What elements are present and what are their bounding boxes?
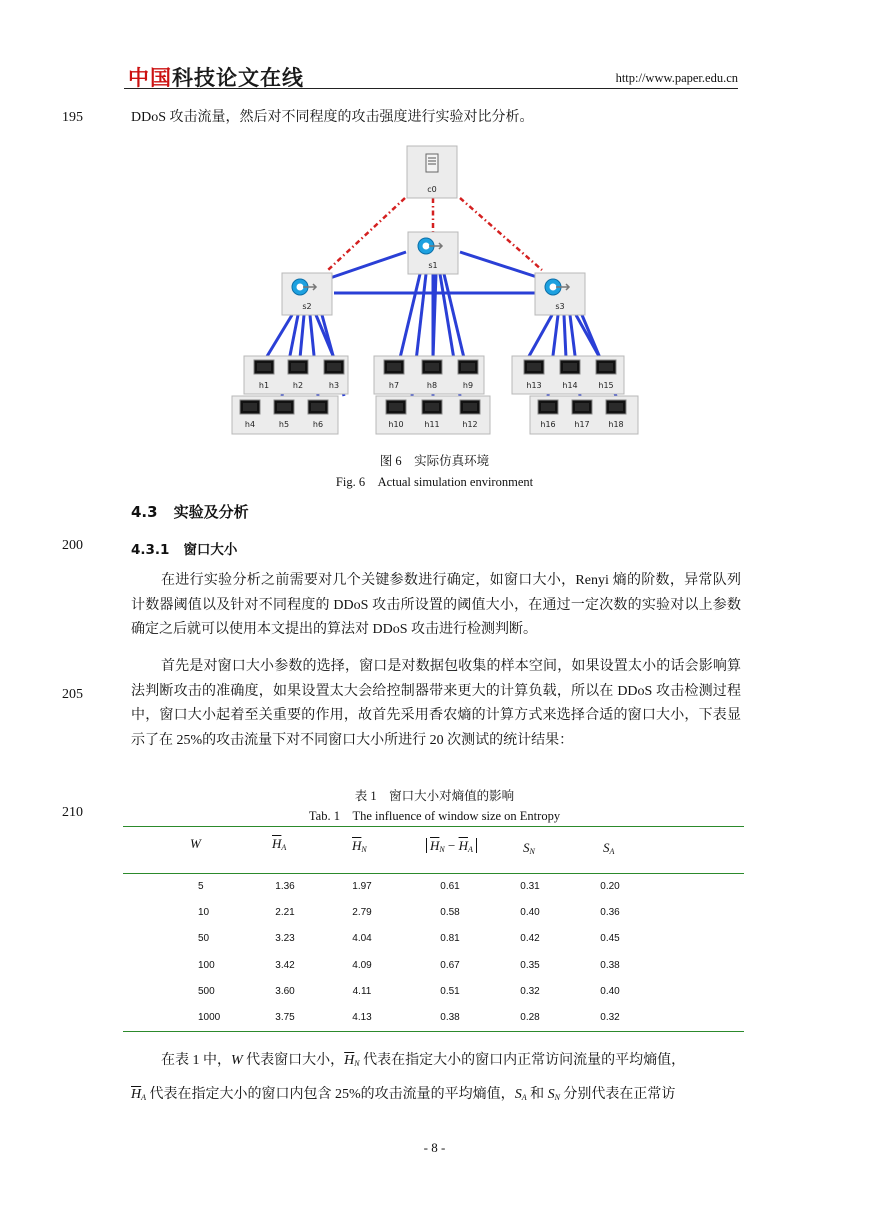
paragraph-2: 首先是对窗口大小参数的选择，窗口是对数据包收集的样本空间，如果设置太小的话会影响算法判断攻击的准确度，如果设置太大会给控制器带来更大的计算负载，所以在 DDoS 攻击检测过程中，窗口大小起着至关重要的作用，故首先采用香农熵的计算方式来选择合适的窗口大小，下表显示了在 25%的攻击流量下对不同窗口大小所进行 20 次测试的统计结果： (131, 659, 741, 749)
col-header-w: W (190, 836, 201, 851)
cell-w: 10 (198, 907, 210, 918)
cell-diff: 0.58 (440, 907, 460, 918)
cell-diff: 0.38 (440, 1012, 460, 1023)
col-header-hn: $\overline{H}_N$ (352, 838, 367, 854)
cell-sn: 0.35 (520, 960, 540, 971)
line-number-195: 195 (62, 110, 83, 125)
host-node-h18 (606, 400, 626, 429)
symbol-sa-sub: A (521, 1093, 527, 1102)
host-label: h5 (278, 420, 290, 429)
table-row (0, 1012, 869, 1032)
cell-hn: 4.13 (352, 1012, 372, 1023)
control-link-c0-s2 (328, 198, 405, 270)
host-label: h15 (598, 381, 614, 390)
cell-hn: 4.04 (352, 933, 372, 944)
cell-sn: 0.28 (520, 1012, 540, 1023)
table-row (0, 881, 869, 901)
col-header-ha: $\overline{H}_A$ (272, 836, 287, 852)
after-table-line-1 (161, 1049, 741, 1069)
cell-w: 5 (198, 881, 204, 892)
paragraph-1: 在进行实验分析之前需要对几个关键参数进行确定，如窗口大小，Renyi 熵的阶数，异常队列计数器阈值以及针对不同程度的 DDoS 攻击所设置的阈值大小，在通过一定次数的实验对以上参数确定之后就可以使用本文提出的算法对 DDoS 攻击进行检测判断。 (131, 573, 741, 638)
page-number: - 8 - (423, 1140, 446, 1155)
cell-w: 1000 (198, 1012, 221, 1023)
after-table-line-2 (131, 1083, 741, 1103)
link-s3-h14 (564, 315, 566, 358)
symbol-ha: $\overline{H}$ (131, 1087, 142, 1102)
table-caption-en: Tab. 1 The influence of window size on Entropy (308, 809, 561, 823)
host-label: h16 (540, 420, 556, 429)
text-span: 代表在指定大小的窗口内正常访问流量的平均熵值， (359, 1053, 686, 1068)
host-label: h13 (526, 381, 542, 390)
host-label: h9 (462, 381, 474, 390)
cell-diff: 0.81 (440, 933, 460, 944)
logo-part-2: 科技论文在线 (172, 66, 304, 90)
cell-sa: 0.45 (600, 933, 620, 944)
host-label: h10 (388, 420, 404, 429)
switch-node-s1 (408, 232, 458, 274)
link-s3-h13 (528, 315, 552, 358)
text-span: 和 (526, 1087, 548, 1102)
cell-hn: 4.09 (352, 960, 372, 971)
switch-label-s2: s2 (302, 302, 312, 311)
header-url[interactable]: http://www.paper.edu.cn (615, 71, 738, 85)
cell-diff: 0.51 (440, 986, 460, 997)
col-header-diff: $\overline{H}_N - \overline{H}_A$ (426, 838, 477, 854)
cell-ha: 3.75 (275, 1012, 295, 1023)
cell-hn: 4.11 (352, 986, 372, 997)
host-label: h3 (328, 381, 340, 390)
host-label: h7 (388, 381, 400, 390)
cell-w: 100 (198, 960, 215, 971)
table-row (0, 986, 869, 1006)
col-header-sn: $S_N$ (523, 840, 535, 856)
col-header-sa: $S_A$ (603, 840, 615, 856)
controller-node-c0 (407, 146, 457, 198)
text-span: 在表 1 中， (161, 1053, 231, 1068)
table-header-row (0, 834, 869, 864)
cell-diff: 0.67 (440, 960, 460, 971)
host-node-h11 (422, 400, 442, 429)
line-number-205: 205 (62, 687, 83, 702)
cell-hn: 1.97 (352, 881, 372, 892)
header-rule (124, 88, 738, 89)
cell-sa: 0.38 (600, 960, 620, 971)
cell-sn: 0.40 (520, 907, 540, 918)
host-label: h2 (292, 381, 304, 390)
host-label: h1 (258, 381, 270, 390)
text-span: 分别代表在正常访 (559, 1087, 676, 1102)
table-row (0, 960, 869, 980)
table-bottom-rule (123, 1031, 744, 1032)
symbol-hn-sub: N (354, 1059, 360, 1068)
intro-line: DDoS 攻击流量，然后对不同程度的攻击强度进行实验对比分析。 (131, 110, 534, 125)
symbol-w: W (231, 1053, 243, 1068)
switch-label-s3: s3 (555, 302, 565, 311)
text-span: 代表在指定大小的窗口内包含 25%的攻击流量的平均熵值， (146, 1087, 515, 1102)
host-label: h12 (462, 420, 478, 429)
host-label: h6 (312, 420, 324, 429)
cell-sn: 0.32 (520, 986, 540, 997)
host-label: h4 (244, 420, 256, 429)
cell-ha: 2.21 (275, 907, 295, 918)
table-row (0, 933, 869, 953)
link-s2-h1 (266, 315, 292, 358)
symbol-sa: S (514, 1087, 522, 1102)
host-label: h11 (424, 420, 440, 429)
section-number: 4.3 (131, 503, 158, 521)
host-node-h12 (460, 400, 480, 429)
cell-sa: 0.32 (600, 1012, 620, 1023)
switch-node-s2 (282, 273, 332, 315)
host-node-h17 (572, 400, 592, 429)
switch-label-s1: s1 (428, 261, 438, 270)
section-heading (131, 501, 249, 522)
logo-part-1: 中国 (128, 66, 172, 90)
symbol-hn: $\overline{H}$ (344, 1053, 355, 1068)
table-body (0, 881, 869, 1031)
cell-sa: 0.40 (600, 986, 620, 997)
cell-ha: 3.23 (275, 933, 295, 944)
figure-caption-en: Fig. 6 Actual simulation environment (335, 475, 534, 489)
cell-sa: 0.20 (600, 881, 620, 892)
cell-diff: 0.61 (440, 881, 460, 892)
subsection-number: 4.3.1 (131, 542, 170, 558)
host-label: h8 (426, 381, 438, 390)
cell-ha: 3.60 (275, 986, 295, 997)
host-node-h10 (386, 400, 406, 429)
cell-sa: 0.36 (600, 907, 620, 918)
link-s1-s3 (460, 252, 540, 278)
table-header-rule (123, 873, 744, 874)
host-node-h16 (538, 400, 558, 429)
symbol-sn: S (547, 1087, 555, 1102)
cell-sn: 0.31 (520, 881, 540, 892)
network-topology-figure (230, 140, 640, 436)
subsection-title: 窗口大小 (183, 542, 238, 558)
cell-w: 500 (198, 986, 215, 997)
symbol-sn-sub: N (554, 1093, 560, 1102)
server-icon (426, 154, 438, 172)
switch-node-s3 (535, 273, 585, 315)
table-row (0, 907, 869, 927)
figure-caption-cn: 图 6 实际仿真环境 (379, 454, 490, 468)
controller-label: c0 (427, 185, 437, 194)
subsection-heading (131, 538, 237, 558)
line-number-210: 210 (62, 805, 83, 820)
link-s2-h2 (300, 315, 304, 358)
section-title: 实验及分析 (173, 503, 249, 521)
line-number-200: 200 (62, 538, 83, 553)
symbol-ha-sub: A (141, 1093, 147, 1102)
cell-sn: 0.42 (520, 933, 540, 944)
link-s1-s2 (330, 252, 406, 278)
cell-ha: 1.36 (275, 881, 295, 892)
cell-ha: 3.42 (275, 960, 295, 971)
table-top-rule (123, 826, 744, 827)
text-span: 代表窗口大小， (242, 1053, 345, 1068)
cell-w: 50 (198, 933, 210, 944)
control-link-c0-s3 (460, 198, 542, 270)
host-label: h14 (562, 381, 578, 390)
host-label: h17 (574, 420, 590, 429)
table-caption-cn: 表 1 窗口大小对熵值的影响 (354, 789, 515, 803)
cell-hn: 2.79 (352, 907, 372, 918)
host-label: h18 (608, 420, 624, 429)
